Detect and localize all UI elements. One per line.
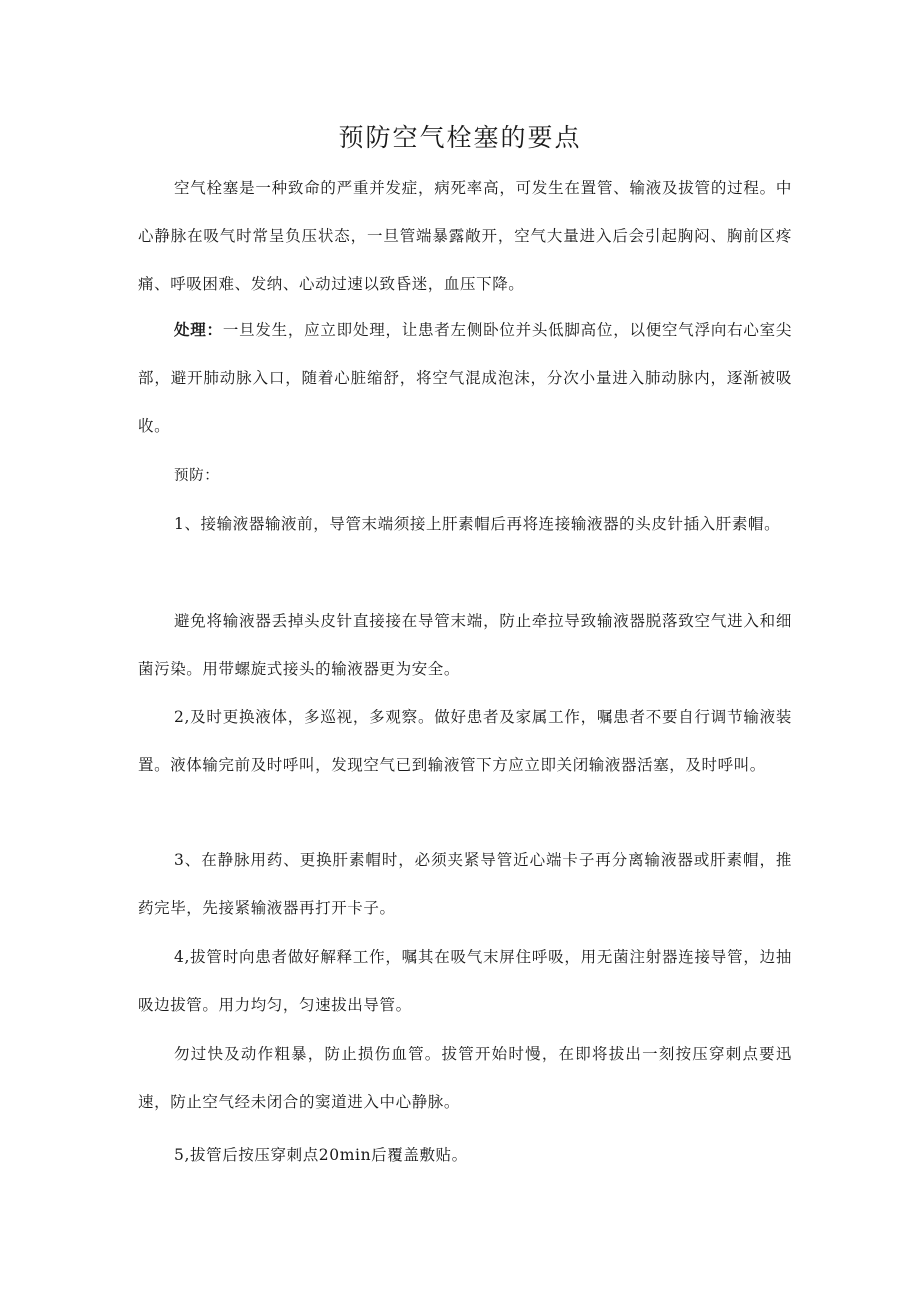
treatment-body: 一旦发生，应立即处理，让患者左侧卧位并头低脚高位，以便空气浮向右心室尖部，避开肺动脉入口，随着心脏缩舒，将空气混成泡沫，分次小量进入肺动脉内，逐渐被吸收。 [138,321,792,435]
paragraph-prevention-4-note: 勿过快及动作粗暴，防止损伤血管。拔管开始时慢，在即将拔出一刻按压穿刺点要迅速，防止空气经未闭合的窦道进入中心静脉。 [138,1045,792,1111]
document-title: 预防空气栓塞的要点 [338,123,582,152]
paragraph-prevention-1: 1、接输液器输液前，导管末端须接上肝素帽后再将连接输液器的头皮针插入肝素帽。 [174,515,781,533]
paragraph-intro: 空气栓塞是一种致命的严重并发症，病死率高，可发生在置管、输液及拔管的过程。中心静脉在吸气时常呈负压状态，一旦管端暴露敞开，空气大量进入后会引起胸闷、胸前区疼痛、呼吸困难、发纳、心动过速以致昏迷，血压下降。 [138,179,792,293]
paragraph-prevention-5: 5,拔管后按压穿刺点20min后覆盖敷贴。 [174,1146,468,1164]
paragraph-prevention-1-note: 避免将输液器丢掉头皮针直接接在导管末端，防止牵拉导致输液器脱落致空气进入和细菌污染。用带螺旋式接头的输液器更为安全。 [138,612,792,678]
paragraph-prevention-3: 3、在静脉用药、更换肝素帽时，必须夹紧导管近心端卡子再分离输液器或肝素帽，推药完毕，先接紧输液器再打开卡子。 [138,851,792,917]
paragraph-prevention-heading: 预防： [174,468,220,484]
paragraph-treatment [138,306,792,450]
treatment-label: 处理： [174,320,223,339]
paragraph-prevention-2: 2,及时更换液体，多巡视，多观察。做好患者及家属工作，嘱患者不要自行调节输液装置。液体输完前及时呼叫，发现空气已到输液管下方应立即关闭输液器活塞，及时呼叫。 [138,708,792,774]
paragraph-prevention-4: 4,拔管时向患者做好解释工作，嘱其在吸气末屏住呼吸，用无菌注射器连接导管，边抽吸边拔管。用力均匀，匀速拔出导管。 [138,948,792,1014]
